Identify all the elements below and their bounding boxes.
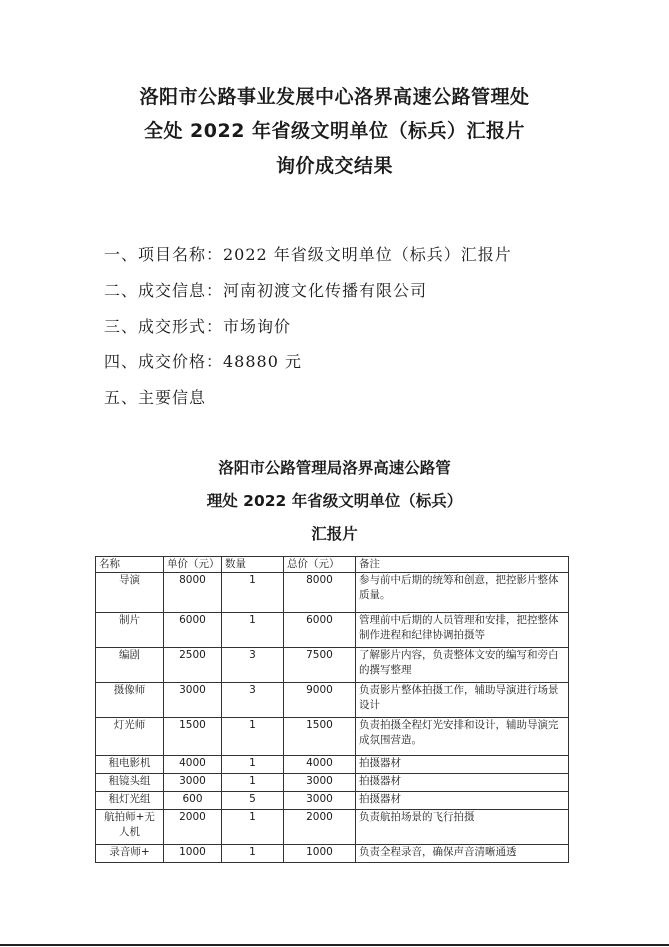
table-row bbox=[96, 774, 569, 792]
table-header-row bbox=[96, 557, 569, 573]
cell-qty: 1 bbox=[222, 845, 284, 863]
table-title-line-1: 洛阳市公路管理局洛界高速公路管 bbox=[218, 459, 451, 477]
cell-note: 负责全程录音，确保声音清晰通透 bbox=[356, 845, 569, 863]
cell-price: 3000 bbox=[164, 774, 222, 792]
doc-title-line-2: 全处 2022 年省级文明单位（标兵）汇报片 bbox=[143, 120, 526, 142]
cell-note: 拍摄器材 bbox=[356, 792, 569, 810]
cell-name: 租电影机 bbox=[96, 756, 164, 774]
page-bottom-rule bbox=[0, 944, 669, 946]
cell-name: 制片 bbox=[96, 613, 164, 648]
cell-total: 8000 bbox=[284, 573, 356, 613]
header-note: 备注 bbox=[356, 557, 569, 573]
cell-name: 编剧 bbox=[96, 648, 164, 683]
cell-name: 录音师+ bbox=[96, 845, 164, 863]
info-price: 四、成交价格：48880 元 bbox=[104, 352, 302, 371]
cell-total: 2000 bbox=[284, 810, 356, 845]
doc-title-line-1: 洛阳市公路事业发展中心洛界高速公路管理处 bbox=[139, 86, 530, 108]
cell-total: 3000 bbox=[284, 774, 356, 792]
cell-price: 4000 bbox=[164, 756, 222, 774]
table-row bbox=[96, 573, 569, 613]
cell-qty: 1 bbox=[222, 718, 284, 756]
cell-price: 600 bbox=[164, 792, 222, 810]
cell-name: 租镜头组 bbox=[96, 774, 164, 792]
cell-total: 9000 bbox=[284, 683, 356, 718]
table-row bbox=[96, 756, 569, 774]
cell-name: 摄像师 bbox=[96, 683, 164, 718]
header-quantity: 数量 bbox=[222, 557, 284, 573]
cell-total: 1500 bbox=[284, 718, 356, 756]
info-winner: 二、成交信息：河南初渡文化传播有限公司 bbox=[104, 281, 428, 300]
cell-note: 参与前中后期的统筹和创意，把控影片整体质量。 bbox=[356, 573, 569, 613]
cell-note: 管理前中后期的人员管理和安排，把控整体制作进程和纪律协调拍摄等 bbox=[356, 613, 569, 648]
cell-note: 了解影片内容，负责整体文安的编写和旁白的撰写整理 bbox=[356, 648, 569, 683]
cell-total: 6000 bbox=[284, 613, 356, 648]
cell-name: 灯光师 bbox=[96, 718, 164, 756]
table-row bbox=[96, 613, 569, 648]
cell-price: 2500 bbox=[164, 648, 222, 683]
doc-title-line-3: 询价成交结果 bbox=[275, 155, 393, 177]
header-name: 名称 bbox=[96, 557, 164, 573]
cell-price: 3000 bbox=[164, 683, 222, 718]
cell-qty: 3 bbox=[222, 683, 284, 718]
cell-qty: 1 bbox=[222, 810, 284, 845]
cell-qty: 1 bbox=[222, 774, 284, 792]
cell-name: 导演 bbox=[96, 573, 164, 613]
cell-total: 7500 bbox=[284, 648, 356, 683]
cell-note: 负责影片整体拍摄工作，辅助导演进行场景设计 bbox=[356, 683, 569, 718]
cell-note: 拍摄器材 bbox=[356, 756, 569, 774]
table-row bbox=[96, 718, 569, 756]
table-title-line-2: 理处 2022 年省级文明单位（标兵） bbox=[206, 492, 463, 510]
cell-qty: 3 bbox=[222, 648, 284, 683]
cell-note: 拍摄器材 bbox=[356, 774, 569, 792]
cell-name: 租灯光组 bbox=[96, 792, 164, 810]
table-row bbox=[96, 792, 569, 810]
cell-price: 1000 bbox=[164, 845, 222, 863]
price-table bbox=[95, 556, 569, 863]
cell-price: 8000 bbox=[164, 573, 222, 613]
cell-price: 2000 bbox=[164, 810, 222, 845]
table-row bbox=[96, 845, 569, 863]
cell-note: 负责拍摄全程灯光安排和设计，辅助导演完成氛围营造。 bbox=[356, 718, 569, 756]
info-form: 三、成交形式：市场询价 bbox=[104, 317, 292, 336]
cell-price: 1500 bbox=[164, 718, 222, 756]
header-unit-price: 单价（元） bbox=[164, 557, 222, 573]
cell-name: 航拍师+无人机 bbox=[96, 810, 164, 845]
cell-qty: 1 bbox=[222, 756, 284, 774]
info-main: 五、主要信息 bbox=[104, 388, 207, 407]
cell-price: 6000 bbox=[164, 613, 222, 648]
cell-qty: 1 bbox=[222, 613, 284, 648]
table-row bbox=[96, 683, 569, 718]
table-row bbox=[96, 810, 569, 845]
cell-total: 3000 bbox=[284, 792, 356, 810]
header-total: 总价（元） bbox=[284, 557, 356, 573]
info-project-name: 一、项目名称：2022 年省级文明单位（标兵）汇报片 bbox=[104, 245, 512, 264]
table-title-line-3: 汇报片 bbox=[311, 525, 358, 543]
cell-total: 1000 bbox=[284, 845, 356, 863]
cell-total: 4000 bbox=[284, 756, 356, 774]
cell-qty: 1 bbox=[222, 573, 284, 613]
cell-note: 负责航拍场景的飞行拍摄 bbox=[356, 810, 569, 845]
cell-qty: 5 bbox=[222, 792, 284, 810]
table-row bbox=[96, 648, 569, 683]
